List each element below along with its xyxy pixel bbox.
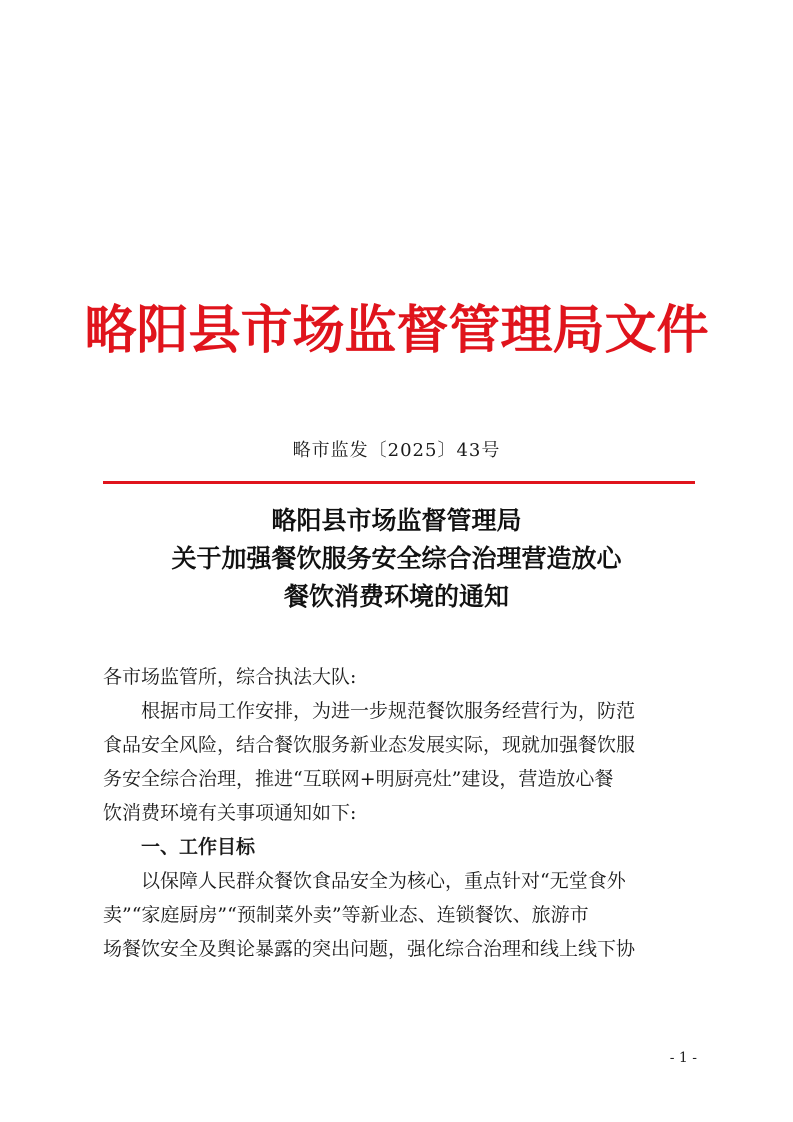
- issuer-header: 略阳县市场监督管理局文件: [84, 300, 709, 361]
- red-separator-line: [103, 481, 695, 484]
- paragraph-2-line-1: 以保障人民群众餐饮食品安全为核心，重点针对“无堂食外: [141, 870, 626, 892]
- paragraph-1-line-1: 根据市局工作安排，为进一步规范餐饮服务经营行为，防范: [141, 700, 636, 722]
- title-line-3: 餐饮消费环境的通知: [283, 582, 509, 611]
- addressee: 各市场监管所，综合执法大队:: [103, 666, 357, 688]
- paragraph-1-line-2: 食品安全风险，结合餐饮服务新业态发展实际，现就加强餐饮服: [103, 734, 636, 756]
- paragraph-2-line-3: 场餐饮安全及舆论暴露的突出问题，强化综合治理和线上线下协: [103, 938, 636, 960]
- document-title: [0, 502, 793, 616]
- document-body: [103, 660, 695, 966]
- title-line-1: 略阳县市场监督管理局: [271, 506, 522, 535]
- page-number: - 1 -: [669, 1050, 697, 1066]
- title-line-2: 关于加强餐饮服务安全综合治理营造放心: [171, 544, 622, 573]
- paragraph-1-line-4: 饮消费环境有关事项通知如下:: [103, 802, 357, 824]
- document-number: 略市监发〔2025〕43号: [292, 440, 501, 461]
- paragraph-2-line-2: 卖”“家庭厨房”“预制菜外卖”等新业态、连锁餐饮、旅游市: [103, 904, 589, 926]
- section-1-heading: 一、工作目标: [141, 836, 256, 858]
- paragraph-1-line-3: 务安全综合治理，推进“互联网+明厨亮灶”建设，营造放心餐: [103, 768, 614, 790]
